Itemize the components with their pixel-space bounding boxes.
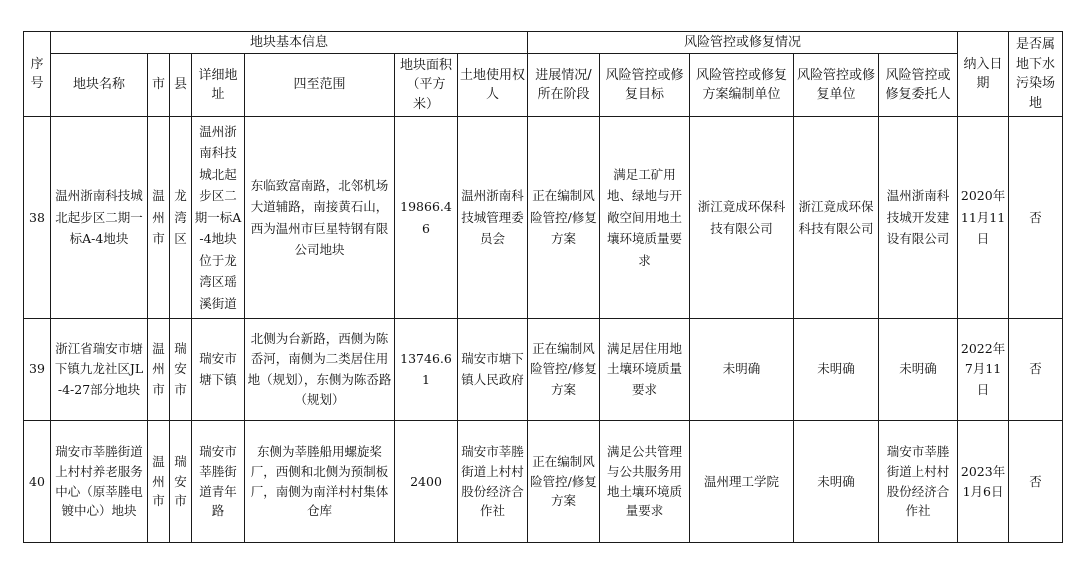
cell-progress: 正在编制风险管控/修复方案 — [528, 421, 600, 543]
cell-progress: 正在编制风险管控/修复方案 — [528, 117, 600, 319]
cell-owner: 温州浙南科技城管理委员会 — [458, 117, 528, 319]
cell-city: 温州市 — [148, 421, 170, 543]
header-seq: 序号 — [24, 32, 51, 117]
header-group-basic: 地块基本信息 — [51, 32, 528, 54]
cell-address: 温州浙南科技城北起步区二期一标A-4地块位于龙湾区瑶溪街道 — [192, 117, 245, 319]
cell-area: 19866.46 — [395, 117, 458, 319]
header-client: 风险管控或修复委托人 — [879, 54, 958, 117]
cell-county: 瑞安市 — [170, 421, 192, 543]
cell-groundwater: 否 — [1009, 117, 1063, 319]
header-repair-unit: 风险管控或修复单位 — [794, 54, 879, 117]
cell-owner: 瑞安市塘下镇人民政府 — [458, 319, 528, 421]
cell-owner: 瑞安市莘塍街道上村村股份经济合作社 — [458, 421, 528, 543]
cell-boundary: 东侧为莘塍船用螺旋桨厂，西侧和北侧为预制板厂，南侧为南洋村村集体仓库 — [245, 421, 395, 543]
cell-boundary: 北侧为台新路，西侧为陈岙河，南侧为二类居住用地（规划），东侧为陈岙路（规划） — [245, 319, 395, 421]
header-owner: 土地使用权人 — [458, 54, 528, 117]
cell-seq: 40 — [24, 421, 51, 543]
cell-repair-unit: 未明确 — [794, 319, 879, 421]
cell-plot-name: 温州浙南科技城北起步区二期一标A-4地块 — [51, 117, 148, 319]
cell-target: 满足居住用地土壤环境质量要求 — [600, 319, 690, 421]
cell-target: 满足工矿用地、绿地与开敞空间用地土壤环境质量要求 — [600, 117, 690, 319]
cell-address: 瑞安市莘塍街道青年路 — [192, 421, 245, 543]
header-row-group — [24, 32, 1063, 54]
cell-county: 龙湾区 — [170, 117, 192, 319]
cell-plan-unit: 未明确 — [690, 319, 794, 421]
header-boundary: 四至范围 — [245, 54, 395, 117]
cell-plot-name: 浙江省瑞安市塘下镇九龙社区JL-4-27部分地块 — [51, 319, 148, 421]
cell-date: 2020年11月11日 — [958, 117, 1009, 319]
cell-city: 温州市 — [148, 319, 170, 421]
header-plan-unit: 风险管控或修复方案编制单位 — [690, 54, 794, 117]
cell-date: 2022年7月11日 — [958, 319, 1009, 421]
cell-seq: 38 — [24, 117, 51, 319]
cell-target: 满足公共管理与公共服务用地土壤环境质量要求 — [600, 421, 690, 543]
cell-address: 瑞安市塘下镇 — [192, 319, 245, 421]
header-row-columns — [24, 54, 1063, 117]
table-row — [24, 319, 1063, 421]
cell-plan-unit: 浙江竟成环保科技有限公司 — [690, 117, 794, 319]
cell-repair-unit: 浙江竟成环保科技有限公司 — [794, 117, 879, 319]
cell-area: 13746.61 — [395, 319, 458, 421]
cell-area: 2400 — [395, 421, 458, 543]
cell-client: 瑞安市莘塍街道上村村股份经济合作社 — [879, 421, 958, 543]
header-group-risk: 风险管控或修复情况 — [528, 32, 958, 54]
header-groundwater: 是否属地下水污染场地 — [1009, 32, 1063, 117]
cell-groundwater: 否 — [1009, 421, 1063, 543]
cell-county: 瑞安市 — [170, 319, 192, 421]
header-address: 详细地址 — [192, 54, 245, 117]
table-row — [24, 421, 1063, 543]
header-area: 地块面积（平方米） — [395, 54, 458, 117]
cell-progress: 正在编制风险管控/修复方案 — [528, 319, 600, 421]
header-county: 县 — [170, 54, 192, 117]
header-target: 风险管控或修复目标 — [600, 54, 690, 117]
cell-plan-unit: 温州理工学院 — [690, 421, 794, 543]
cell-city: 温州市 — [148, 117, 170, 319]
header-city: 市 — [148, 54, 170, 117]
header-plot-name: 地块名称 — [51, 54, 148, 117]
table-row — [24, 117, 1063, 319]
cell-client: 温州浙南科技城开发建设有限公司 — [879, 117, 958, 319]
cell-client: 未明确 — [879, 319, 958, 421]
cell-seq: 39 — [24, 319, 51, 421]
cell-plot-name: 瑞安市莘塍街道上村村养老服务中心（原莘塍电镀中心）地块 — [51, 421, 148, 543]
contaminated-land-table — [23, 31, 1063, 543]
cell-date: 2023年1月6日 — [958, 421, 1009, 543]
header-progress: 进展情况/所在阶段 — [528, 54, 600, 117]
cell-boundary: 东临致富南路，北邻机场大道辅路，南接黄石山，西为温州市巨星特钢有限公司地块 — [245, 117, 395, 319]
cell-repair-unit: 未明确 — [794, 421, 879, 543]
cell-groundwater: 否 — [1009, 319, 1063, 421]
header-date: 纳入日期 — [958, 32, 1009, 117]
